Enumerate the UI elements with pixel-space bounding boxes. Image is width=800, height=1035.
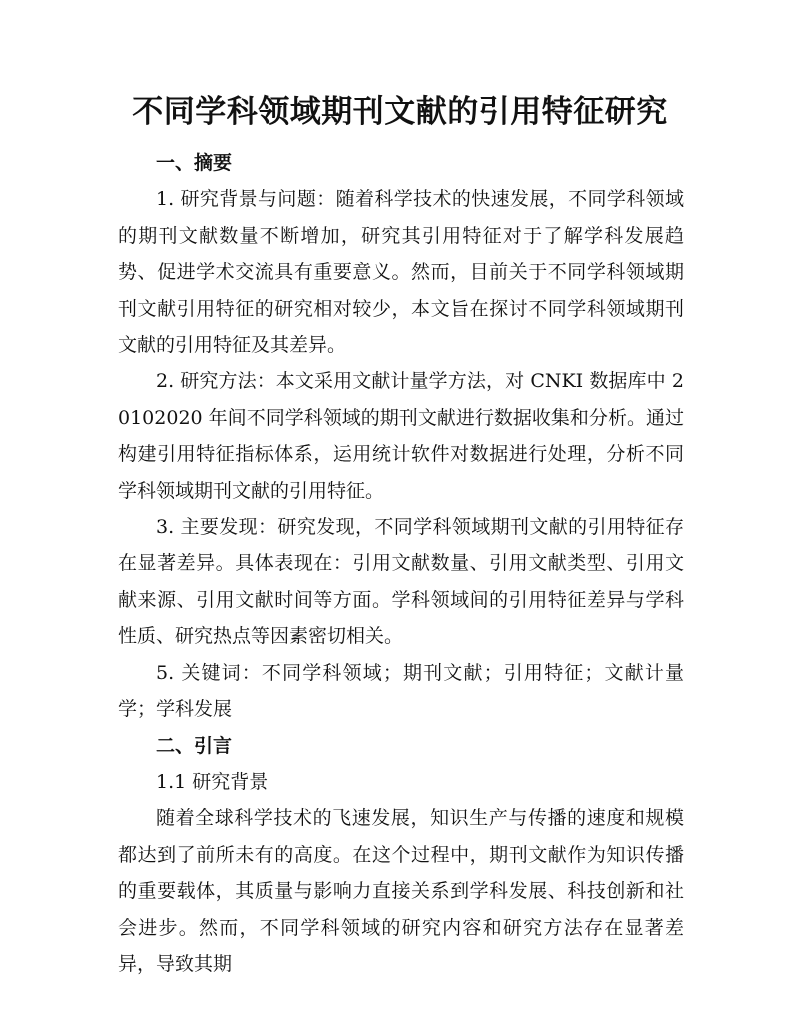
abstract-item-background: 1. 研究背景与问题：随着科学技术的快速发展，不同学科领域的期刊文献数量不断增加，研究其引用特征对于了解学科发展趋势、促进学术交流具有重要意义。然而，目前关于不同学科领域期刊文献引用特征的研究相对较少，本文旨在探讨不同学科领域期刊文献的引用特征及其差异。 <box>118 188 684 357</box>
section-heading-introduction: 二、引言 <box>156 734 233 757</box>
abstract-item-keywords: 5. 关键词：不同学科领域；期刊文献；引用特征；文献计量学；学科发展 <box>118 661 684 721</box>
subsection-heading-background: 1.1 研究背景 <box>156 770 269 793</box>
document-body <box>118 145 684 982</box>
section-heading-abstract: 一、摘要 <box>156 152 233 174</box>
document-title: 不同学科领域期刊文献的引用特征研究 <box>132 94 668 130</box>
abstract-item-method: 2. 研究方法：本文采用文献计量学方法，对 CNKI 数据库中 20102020 年间不同学科领域的期刊文献进行数据收集和分析。通过构建引用特征指标体系，运用统计软件对数据进行处理，分析不同学科领域期刊文献的引用特征。 <box>118 370 684 502</box>
introduction-paragraph: 随着全球科学技术的飞速发展，知识生产与传播的速度和规模都达到了前所未有的高度。在这个过程中，期刊文献作为知识传播的重要载体，其质量与影响力直接关系到学科发展、科技创新和社会进步。然而，不同学科领域的研究内容和研究方法存在显著差异，导致其期 <box>118 807 684 975</box>
abstract-item-findings: 3. 主要发现：研究发现，不同学科领域期刊文献的引用特征存在显著差异。具体表现在：引用文献数量、引用文献类型、引用文献来源、引用文献时间等方面。学科领域间的引用特征差异与学科性质、研究热点等因素密切相关。 <box>118 516 684 648</box>
